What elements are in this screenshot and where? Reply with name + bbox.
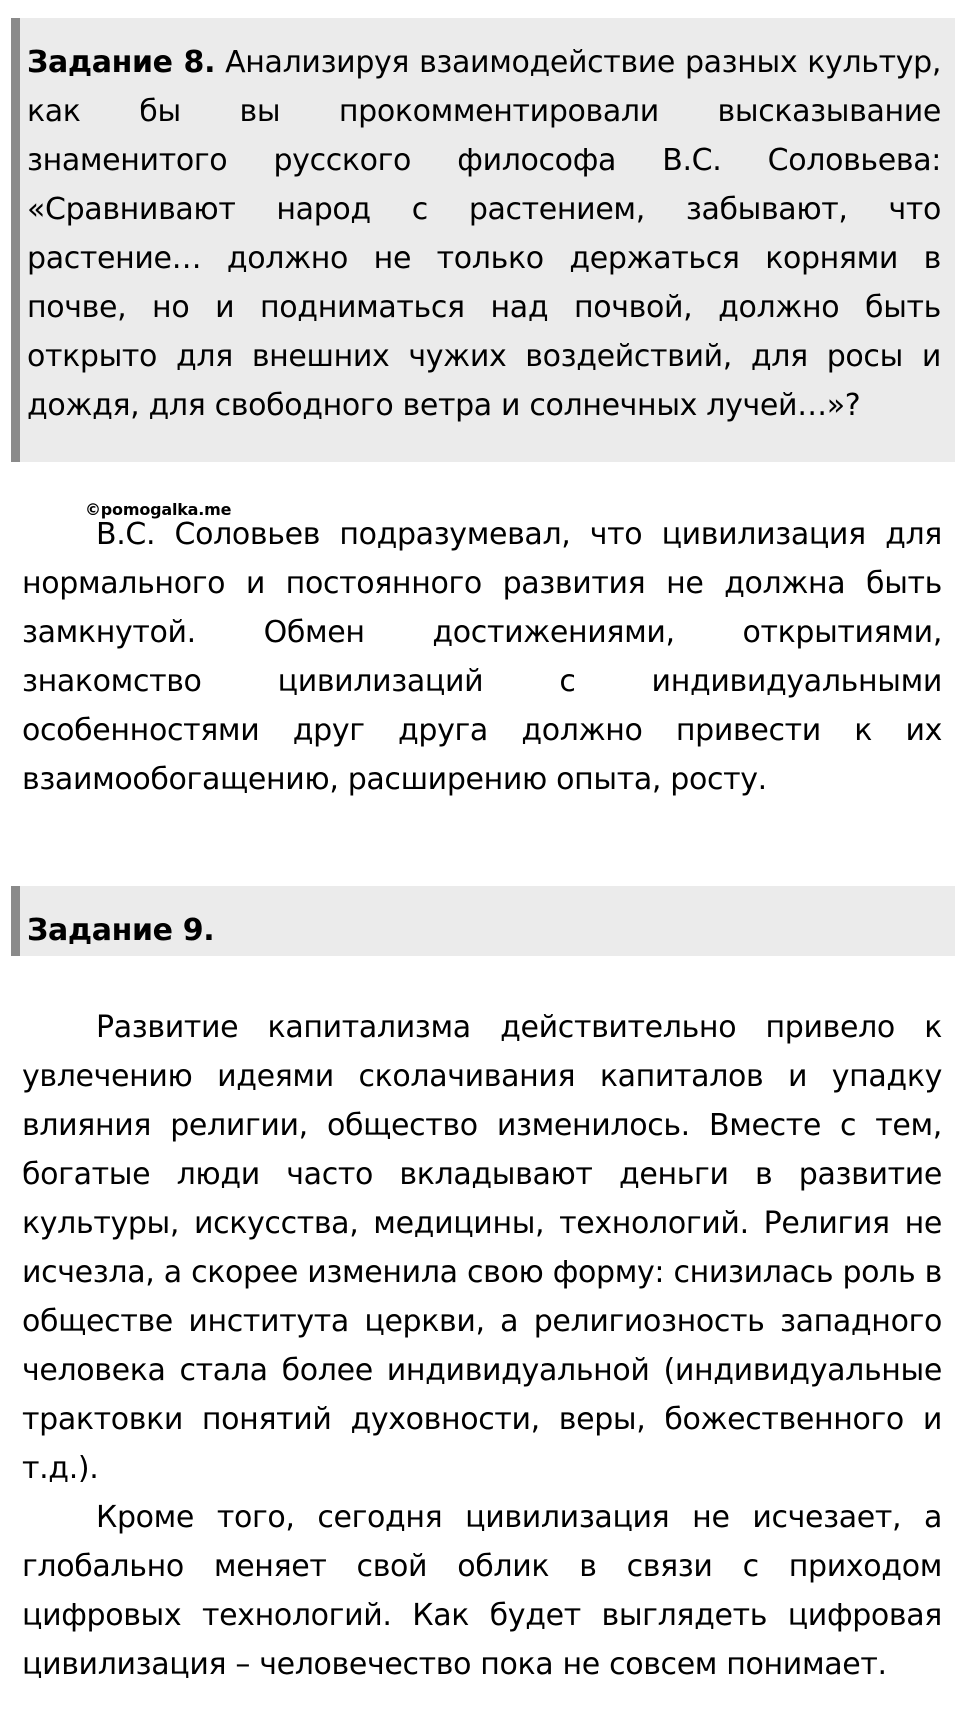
task-8-label: Задание 8. bbox=[27, 45, 216, 80]
task-8-block bbox=[11, 18, 955, 462]
task-8-text bbox=[27, 38, 941, 430]
watermark: ©pomogalka.me bbox=[85, 500, 232, 519]
task-9-label: Задание 9. bbox=[27, 913, 215, 948]
task-8-question: Анализируя взаимодействие разных культур, как бы вы прокомментировали высказывание знаменитого русского философа В.С. Соловьева: «Сравнивают народ с растением, забывают, что растение… должно не только держаться корнями в почве, но и подниматься над почвой, должно быть открыто для внешних чужих воздействий, для росы и дождя, для свободного ветра и солнечных лучей…»? bbox=[27, 45, 942, 423]
task-9-block bbox=[11, 886, 955, 956]
answer-8-paragraph-1: В.С. Соловьев подразумевал, что цивилизация для нормального и постоянного развития не должна быть замкнутой. Обмен достижениями, открытиями, знакомство цивилизаций с индивидуальными особенностями друг друга должно привести к их взаимообогащению, расширению опыта, росту. bbox=[22, 517, 942, 797]
answer-9 bbox=[22, 1003, 942, 1689]
answer-9-paragraph-1: Развитие капитализма действительно привело к увлечению идеями сколачивания капиталов и упадку влияния религии, общество изменилось. Вместе с тем, богатые люди часто вкладывают деньги в развитие культуры, искусства, медицины, технологий. Религия не исчезла, а скорее изменила свою форму: снизилась роль в обществе института церкви, а религиозность западного человека стала более индивидуальной (индивидуальные трактовки понятий духовности, веры, божественного и т.д.). bbox=[22, 1010, 942, 1486]
answer-8 bbox=[22, 510, 942, 804]
task-9-text bbox=[27, 906, 941, 955]
answer-9-paragraph-2: Кроме того, сегодня цивилизация не исчезает, а глобально меняет свой облик в связи с приходом цифровых технологий. Как будет выглядеть цифровая цивилизация – человечество пока не совсем понимает. bbox=[22, 1500, 942, 1682]
